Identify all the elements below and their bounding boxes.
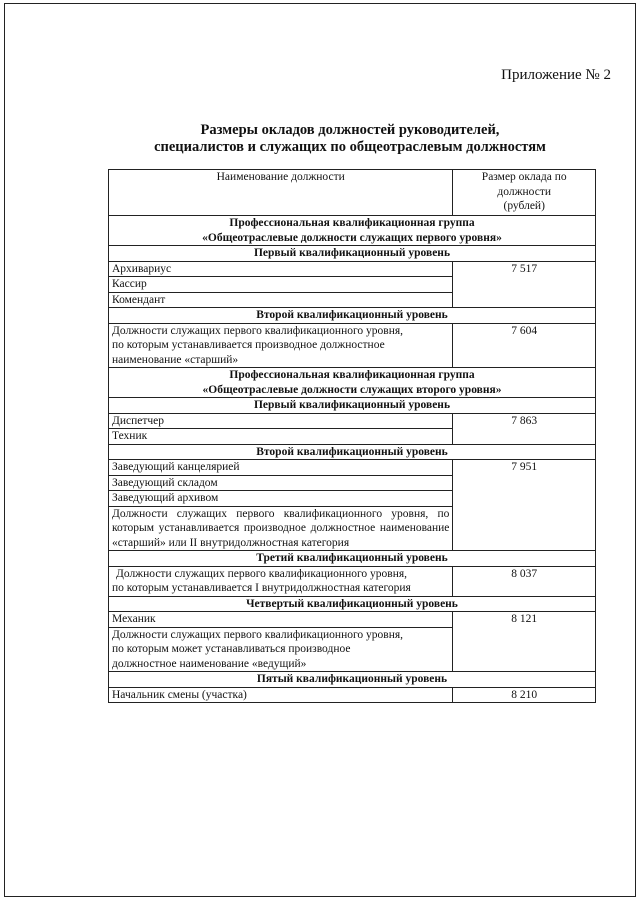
salary-cell: 8 037 (453, 566, 596, 596)
level-title: Третий квалификационный уровень (109, 551, 596, 567)
position-line: Должности служащих первого квалификационного уровня, (116, 567, 408, 580)
position-cell (109, 566, 453, 596)
group-1-title (109, 216, 596, 246)
group-title-line: «Общеотраслевые должности служащих первого уровня» (202, 231, 502, 244)
level-header-row (109, 596, 596, 612)
level-title: Второй квалификационный уровень (109, 308, 596, 324)
position-cell: Заведующий складом (109, 475, 453, 491)
col2-header-line: должности (497, 185, 551, 198)
table-row (109, 460, 596, 476)
position-cell: Техник (109, 429, 453, 445)
table-row (109, 323, 596, 368)
group-2-title (109, 368, 596, 398)
salary-cell: 7 517 (453, 261, 596, 308)
group-title-line: Профессиональная квалификационная группа (229, 369, 475, 381)
document-page (4, 3, 636, 897)
position-cell: Механик (109, 612, 453, 628)
level-header-row (109, 308, 596, 324)
position-cell: Заведующий канцелярией (109, 460, 453, 476)
col2-header-line: (рублей) (503, 200, 545, 212)
position-cell: Должности служащих первого квалификационного уровня, по которым устанавливается производное должностное наименование «старший» или II внутридолжностная категория (109, 506, 453, 551)
salary-table (108, 169, 596, 703)
title-line-1: Размеры окладов должностей руководителей, (200, 122, 500, 138)
col2-header-line: Размер оклада по (481, 171, 567, 183)
table-header-row (109, 170, 596, 216)
position-line: Должности служащих первого квалификационного уровня, (112, 628, 404, 641)
level-header-row (109, 398, 596, 414)
level-title: Второй квалификационный уровень (109, 444, 596, 460)
position-line: Должности служащих первого квалификационного уровня, (112, 324, 404, 337)
position-line: должностное наименование «ведущий» (112, 657, 307, 670)
position-cell: Архивариус (109, 261, 453, 277)
level-title: Пятый квалификационный уровень (109, 672, 596, 688)
col2-header (453, 170, 596, 216)
position-cell: Кассир (109, 277, 453, 293)
level-header-row (109, 246, 596, 262)
table-row (109, 566, 596, 596)
position-line: наименование «старший» (112, 353, 239, 366)
position-cell: Заведующий архивом (109, 491, 453, 507)
group-title-line: «Общеотраслевые должности служащих второго уровня» (202, 383, 502, 396)
position-line: по которым может устанавливаться производное (112, 643, 351, 655)
salary-cell: 7 863 (453, 413, 596, 444)
level-title: Первый квалификационный уровень (109, 246, 596, 262)
group-title-line: Профессиональная квалификационная группа (229, 217, 475, 229)
position-cell (109, 323, 453, 368)
table-row (109, 687, 596, 703)
col1-header: Наименование должности (109, 170, 453, 216)
table-row (109, 261, 596, 277)
appendix-label: Приложение № 2 (501, 67, 611, 83)
level-title: Первый квалификационный уровень (109, 398, 596, 414)
salary-cell: 7 951 (453, 460, 596, 551)
level-header-row (109, 444, 596, 460)
group-header-row (109, 368, 596, 398)
document-title (125, 122, 575, 156)
level-title: Четвертый квалификационный уровень (109, 596, 596, 612)
position-cell (109, 627, 453, 672)
level-header-row (109, 672, 596, 688)
salary-cell: 8 121 (453, 612, 596, 672)
group-header-row (109, 216, 596, 246)
salary-cell: 7 604 (453, 323, 596, 368)
table-row (109, 413, 596, 429)
position-line: по которым устанавливается I внутридолжностная категория (112, 582, 411, 594)
table-row (109, 612, 596, 628)
salary-cell: 8 210 (453, 687, 596, 703)
position-cell: Диспетчер (109, 413, 453, 429)
title-line-2: специалистов и служащих по общеотраслевым должностям (154, 139, 546, 155)
position-line: по которым устанавливается производное должностное (112, 339, 385, 351)
position-cell: Комендант (109, 292, 453, 308)
level-header-row (109, 551, 596, 567)
position-cell: Начальник смены (участка) (109, 687, 453, 703)
